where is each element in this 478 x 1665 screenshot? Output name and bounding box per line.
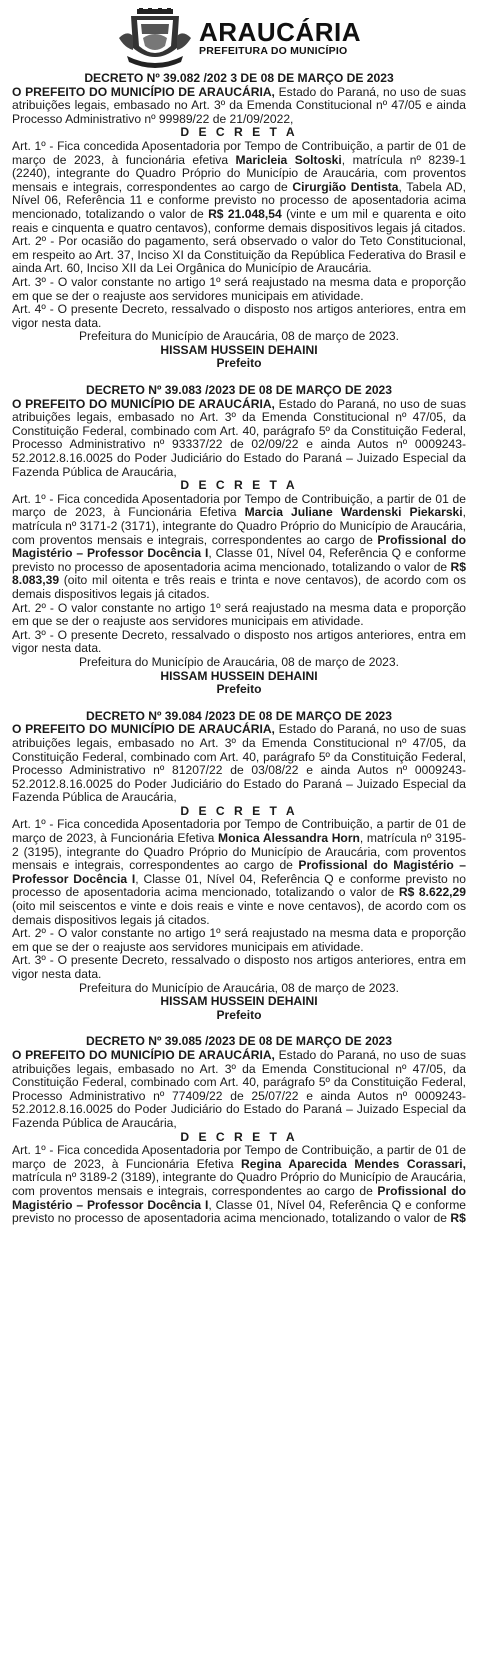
article-1 xyxy=(12,140,466,235)
article-paragraph: Art. 3º - O presente Decreto, ressalvado o disposto nos artigos anteriores, entra em vigor nesta data. xyxy=(12,627,466,656)
intro-text: Estado do Paraná, no uso de suas atribuições legais, embasado no Art. 3º da Emenda Constitucional nº 47/05, da Constituição Federal, combinado com Art. 40, parágrafo 5º da Constituição Federal, Processo Administrativo nº 77409/22 de 25/07/22 e ainda Autos nº 0009243-52.2012.8.16.0025 do Poder Judiciário do Estado do Paraná – Juizado Especial da Fazenda Pública de Araucária, xyxy=(12,1047,467,1130)
article-1-text: , matrícula nº 3195-2 (3195), integrante do Quadro Próprio do Município de Araucária, com proventos mensais e integrais, correspondentes ao cargo de xyxy=(12,831,466,873)
article-1-bold-text: Monica Alessandra Horn xyxy=(218,831,360,846)
closing-line: Prefeitura do Município de Araucária, 08 de março de 2023. xyxy=(78,980,399,995)
article-1 xyxy=(12,1144,466,1226)
article-1-bold-text: Maricleia Soltoski xyxy=(235,152,342,167)
article-1-text: (oito mil oitenta e três reais e trinta e nove centavos), de acordo com os demais dispositivos legais já citados. xyxy=(12,573,466,601)
intro-bold: O PREFEITO DO MUNICÍPIO DE ARAUCÁRIA, xyxy=(12,396,275,411)
article-1-text: (oito mil seiscentos e vinte e dois reais e vinte e nove centavos), de acordo com os demais dispositivos legais já citados. xyxy=(12,899,466,927)
signer-role: Prefeito xyxy=(216,1007,262,1022)
article-paragraph: Art. 2º - O valor constante no artigo 1º será reajustado na mesma data e proporção em que se der o reajuste aos servidores municipais em atividade. xyxy=(12,926,466,954)
article-1-text: matrícula nº 3189-2 (3189), integrante do Quadro Próprio do Município de Araucária, com proventos mensais e integrais, correspondentes ao cargo de xyxy=(12,1170,466,1198)
decree-block xyxy=(12,710,466,1023)
decreta-heading: D E C R E T A xyxy=(180,478,298,493)
article-1-bold-text: Regina Aparecida Mendes Corassari, xyxy=(241,1156,466,1171)
article-1-text: Art. 1º - Fica concedida Aposentadoria por Tempo de Contribuição, a partir de 01 de março de 2023, à Funcionária Efetiva xyxy=(12,817,466,846)
article-1-bold-text: Profissional do Magistério – Professor Docência I xyxy=(12,1183,466,1212)
intro-bold: O PREFEITO DO MUNICÍPIO DE ARAUCÁRIA, xyxy=(12,722,275,737)
signer-role: Prefeito xyxy=(216,682,262,697)
article-1-text: , Classe 01, Nível 04, Referência Q e conforme previsto no processo de aposentadoria acima mencionado, totalizando o valor de xyxy=(12,546,466,574)
intro-bold: O PREFEITO DO MUNICÍPIO DE ARAUCÁRIA, xyxy=(12,84,275,99)
page-header xyxy=(0,0,478,72)
article-1-text: Art. 1º - Fica concedida Aposentadoria por Tempo de Contribuição, a partir de 01 de março de 2023, à funcionária efetiva xyxy=(12,138,466,167)
header-subtitle: PREFEITURA DO MUNICÍPIO xyxy=(199,45,348,57)
article-1-bold-text: R$ 8.622,29 xyxy=(398,885,466,900)
article-1-text: , Classe 01, Nível 04, Referência Q e conforme previsto no processo de aposentadoria acima mencionado, totalizando o valor de xyxy=(12,871,467,900)
article-1-bold-text: Profissional do Magistério – Professor Docência I xyxy=(12,858,466,886)
municipal-coat-of-arms-icon xyxy=(117,8,193,68)
header-title: ARAUCÁRIA xyxy=(199,17,361,47)
article-1 xyxy=(12,493,466,602)
article-paragraph: Art. 2º - Por ocasião do pagamento, será observado o valor do Teto Constitucional, em respeito ao Art. 37, Inciso XI da Constituição da República Federativa do Brasil e ainda Art. 60, Inciso XII da Lei Orgânica do Município de Araucária. xyxy=(12,234,466,276)
closing-line: Prefeitura do Município de Araucária, 08 de março de 2023. xyxy=(78,654,399,669)
article-1-text: Art. 1º - Fica concedida Aposentadoria por Tempo de Contribuição, a partir de 01 de março de 2023, à Funcionária Efetiva xyxy=(12,491,466,520)
signer-name: HISSAM HUSSEIN DEHAINI xyxy=(160,668,318,683)
decree-intro xyxy=(12,86,466,127)
closing-line: Prefeitura do Município de Araucária, 08 de março de 2023. xyxy=(78,329,399,344)
article-paragraph: Art. 4º - O presente Decreto, ressalvado o disposto nos artigos anteriores, entra em vigor nesta data. xyxy=(12,302,466,330)
article-paragraph: Art. 3º - O presente Decreto, ressalvado o disposto nos artigos anteriores, entra em vigor nesta data. xyxy=(12,953,466,981)
article-1-text: , Classe 01, Nível 04, Referência Q e conforme previsto no processo de aposentadoria acima mencionado, totalizando o valor de xyxy=(12,1197,466,1226)
decreta-heading: D E C R E T A xyxy=(180,1129,298,1144)
decree-block xyxy=(12,384,466,697)
signer-name: HISSAM HUSSEIN DEHAINI xyxy=(160,342,318,357)
decree-title: DECRETO Nº 39.083 /2023 DE 08 DE MARÇO DE 2023 xyxy=(86,383,392,398)
article-1-text: Art. 1º - Fica concedida Aposentadoria por Tempo de Contribuição, a partir de 01 de março de 2023, à Funcionária Efetiva xyxy=(12,1143,466,1171)
article-1 xyxy=(12,818,466,927)
decreta-heading: D E C R E T A xyxy=(180,803,298,818)
article-1-text: , matrícula nº 3171-2 (3171), integrante do Quadro Próprio do Município de Araucária, com proventos mensais e integrais, correspondentes ao cargo de xyxy=(12,505,467,547)
article-1-bold-text: Marcia Juliane Wardenski Piekarski xyxy=(244,505,463,520)
article-1-text: , Tabela AD, Nível 06, Referência 11 e conforme previsto no processo de aposentadoria acima mencionado, totalizando o valor de xyxy=(12,179,466,221)
signer-role: Prefeito xyxy=(216,356,262,371)
article-1-bold-text: R$ 21.048,54 xyxy=(208,206,282,221)
decree-title: DECRETO Nº 39.082 /202 3 DE 08 DE MARÇO DE 2023 xyxy=(84,71,394,85)
intro-text: Estado do Paraná, no uso de suas atribuições legais, embasado no Art. 3º da Emenda Constitucional nº 47/05, da Constituição Federal, combinado com Art. 40, parágrafo 5º da Constituição Federal, Processo Administrativo nº 93337/22 de 02/09/22 e ainda Autos nº 0009243-52.2012.8.16.0025 do Poder Judiciário do Estado do Paraná – Juizado Especial da Fazenda Pública de Araucária, xyxy=(12,396,467,479)
intro-text: Estado do Paraná, no uso de suas atribuições legais, embasado no Art. 3º da Emenda Constitucional nº 47/05, da Constituição Federal, combinado com Art. 40, parágrafo 5º da Constituição Federal, Processo Administrativo nº 81207/22 de 03/08/22 e ainda Autos nº 0009243-52.2012.8.16.0025 do Poder Judiciário do Estado do Paraná – Juizado Especial da Fazenda Pública de Araucária, xyxy=(12,722,467,805)
article-1-bold-text: Cirurgião Dentista xyxy=(292,179,399,194)
article-1-text: , matrícula nº 8239-1 (2240), integrante do Quadro Próprio do Município de Araucária, com proventos mensais e integrais, correspondentes ao cargo de xyxy=(12,152,466,194)
decree-block xyxy=(12,72,466,371)
article-1-text: (vinte e um mil e quarenta e oito reais e cinquenta e quatro centavos), conforme demais dispositivos legais já citados. xyxy=(12,206,467,235)
decrees-list xyxy=(0,72,478,1226)
decree-title: DECRETO Nº 39.085 /2023 DE 08 DE MARÇO DE 2023 xyxy=(86,1034,392,1049)
article-paragraph: Art. 3º - O valor constante no artigo 1º será reajustado na mesma data e proporção em que se der o reajuste aos servidores municipais em atividade. xyxy=(12,274,466,303)
decree-block xyxy=(12,1035,466,1225)
article-1-bold-text: Profissional do Magistério – Professor Docência I xyxy=(12,532,466,561)
article-1-bold-text: R$ 8.083,39 xyxy=(12,559,466,588)
intro-text: Estado do Paraná, no uso de suas atribuições legais, embasado no Art. 3º da Emenda Constitucional nº 47/05 e ainda Processo Administrativo nº 99989/22 de 21/09/2022, xyxy=(12,84,467,126)
decree-intro xyxy=(12,723,466,805)
decree-intro xyxy=(12,398,466,480)
signer-name: HISSAM HUSSEIN DEHAINI xyxy=(160,994,318,1009)
decree-title: DECRETO Nº 39.084 /2023 DE 08 DE MARÇO DE 2023 xyxy=(86,708,392,723)
decree-intro xyxy=(12,1049,466,1131)
decreta-heading: D E C R E T A xyxy=(180,125,298,140)
article-1-bold-text: R$ xyxy=(450,1211,466,1226)
article-paragraph: Art. 2º - O valor constante no artigo 1º será reajustado na mesma data e proporção em que se der o reajuste aos servidores municipais em atividade. xyxy=(12,600,466,629)
intro-bold: O PREFEITO DO MUNICÍPIO DE ARAUCÁRIA, xyxy=(12,1047,275,1062)
